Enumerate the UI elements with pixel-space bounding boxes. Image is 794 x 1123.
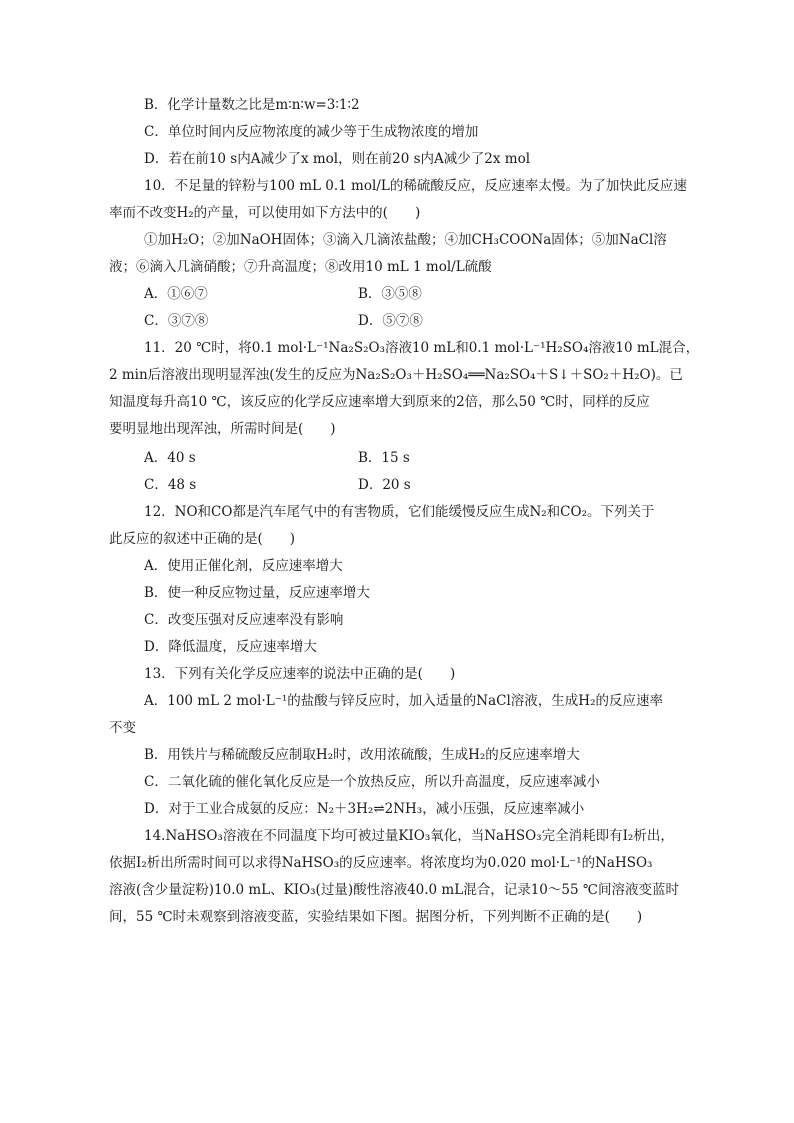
- q12-option-b: B．使一种反应物过量，反应速率增大: [144, 585, 370, 601]
- q11-option-d: D．20 s: [358, 477, 411, 493]
- q12-stem-line-1: 12．NO和CO都是汽车尾气中的有害物质，它们能缓慢反应生成N₂和CO₂。下列关于: [144, 504, 655, 520]
- q13-stem: 13．下列有关化学反应速率的说法中正确的是( ): [144, 666, 456, 682]
- q14-stem-line-1: 14.NaHSO₃溶液在不同温度下均可被过量KIO₃氧化，当NaHSO₃完全消耗即有I₂析出，: [144, 828, 674, 844]
- q12-stem-line-2: 此反应的叙述中正确的是( ): [109, 531, 296, 547]
- q12-option-d: D．降低温度，反应速率增大: [144, 639, 317, 655]
- q9-option-b: B．化学计量数之比是m∶n∶w=3∶1∶2: [144, 97, 360, 113]
- q11-stem-line-4: 要明显地出现浑浊，所需时间是( ): [109, 421, 336, 437]
- q11-option-a: A．40 s: [144, 450, 196, 466]
- q12-option-c: C．改变压强对反应速率没有影响: [144, 612, 344, 628]
- q10-option-a: A．①⑥⑦: [144, 286, 208, 302]
- q14-stem-line-2: 依据I₂析出所需时间可以求得NaHSO₃的反应速率。将浓度均为0.020 mol·L⁻¹的NaHSO₃: [109, 855, 653, 871]
- q11-stem-line-1: 11．20 ℃时，将0.1 mol·L⁻¹Na₂S₂O₃溶液10 mL和0.1 mol·L⁻¹H₂SO₄溶液10 mL混合，: [144, 340, 700, 356]
- q9-option-c: C．单位时间内反应物浓度的减少等于生成物浓度的增加: [144, 124, 479, 140]
- q10-stem-line-2: 率而不改变H₂的产量，可以使用如下方法中的( ): [109, 205, 421, 221]
- q11-stem-line-3: 知温度每升高10 ℃，该反应的化学反应速率增大到原来的2倍，那么50 ℃时，同样的反应: [109, 394, 650, 410]
- q10-methods-line-1: ①加H₂O；②加NaOH固体；③滴入几滴浓盐酸；④加CH₃COONa固体；⑤加NaCl溶: [144, 232, 667, 248]
- q10-option-b: B．③⑤⑧: [358, 286, 422, 302]
- q10-option-c: C．③⑦⑧: [144, 313, 209, 329]
- q11-stem-line-2: 2 min后溶液出现明显浑浊(发生的反应为Na₂S₂O₃＋H₂SO₄══Na₂SO₄＋S↓＋SO₂＋H₂O)。已: [109, 367, 683, 383]
- q13-option-b: B．用铁片与稀硫酸反应制取H₂时，改用浓硫酸，生成H₂的反应速率增大: [144, 747, 580, 763]
- q13-option-c: C．二氧化硫的催化氧化反应是一个放热反应，所以升高温度，反应速率减小: [144, 774, 600, 790]
- q10-option-d: D．⑤⑦⑧: [358, 313, 423, 329]
- q11-option-b: B．15 s: [358, 450, 410, 466]
- q13-option-a-line-2: 不变: [109, 720, 136, 736]
- q12-option-a: A．使用正催化剂，反应速率增大: [144, 558, 343, 574]
- q13-option-d: D．对于工业合成氨的反应：N₂＋3H₂⇌2NH₃，减小压强，反应速率减小: [144, 801, 585, 817]
- q10-methods-line-2: 液；⑥滴入几滴硝酸；⑦升高温度；⑧改用10 mL 1 mol/L硫酸: [109, 259, 492, 275]
- q13-option-a-line-1: A．100 mL 2 mol·L⁻¹的盐酸与锌反应时，加入适量的NaCl溶液，生成H₂的反应速率: [144, 693, 663, 709]
- q14-stem-line-3: 溶液(含少量淀粉)10.0 mL、KIO₃(过量)酸性溶液40.0 mL混合，记录10～55 ℃间溶液变蓝时: [109, 882, 679, 898]
- q11-option-c: C．48 s: [144, 477, 197, 493]
- q14-stem-line-4: 间，55 ℃时未观察到溶液变蓝，实验结果如下图。据图分析，下列判断不正确的是( ): [109, 909, 643, 925]
- q9-option-d: D．若在前10 s内A减少了x mol，则在前20 s内A减少了2x mol: [144, 151, 531, 167]
- q10-stem-line-1: 10．不足量的锌粉与100 mL 0.1 mol/L的稀硫酸反应，反应速率太慢。为了加快此反应速: [144, 178, 687, 194]
